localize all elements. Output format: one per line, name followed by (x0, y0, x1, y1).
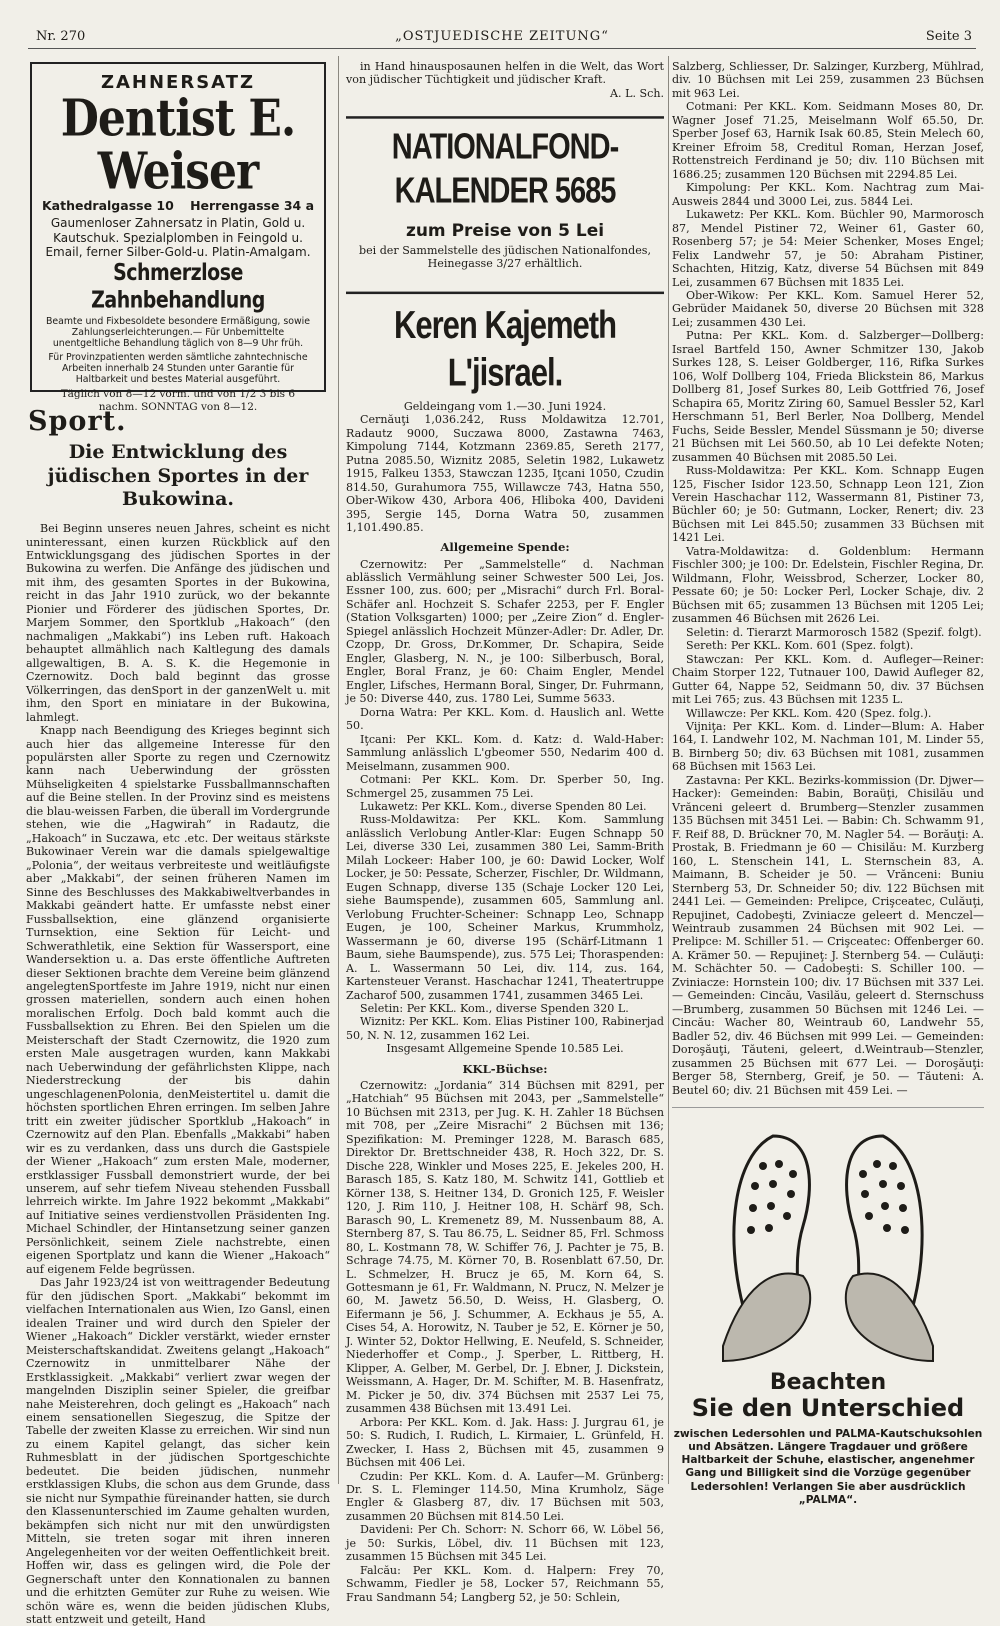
keren-kajemeth-headline: Keren Kajemeth L'jisrael. (346, 292, 664, 396)
ad-province-note: Für Provinzpatienten werden sämtliche zahntechnische Arbeiten innerhalb 24 Stunden unter Garantie für Haltbarkeit und bestes Material ausgeführt. (48, 351, 308, 386)
donation-entry: Dorna Watra: Per KKL. Kom. d. Hauslich anl. Wette 50. (346, 705, 664, 733)
column-2 (346, 60, 664, 1604)
ad-slogan: Schmerzlose Zahnbehandlung (91, 258, 265, 314)
ad-officials-note: Beamte und Fixbesoldete besondere Ermäßigung, sowie Zahlungserleichterungen.— Für Unbemittelte unentgeltliche Behandlung täglich von 8—9 Uhr früh. (45, 315, 311, 350)
donation-entry: Seletin: Per KKL. Kom., diverse Spenden 320 L. (360, 1002, 629, 1015)
section-heading: Sport. (28, 406, 127, 437)
box-entry: Vatra-Moldawitza: d. Goldenblum: Hermann Fischler 300; je 100: Dr. Edelstein, Fischler Regina, Dr. Wildmann, Flohr, Weissbrod, Scherzer, Locker 80, Pessate 60; je 50: Locker Perl, Locker Schaje, div. 2 Büchsen mit 65; zusammen 13 Büchsen mit 1205 Lei; zusammen 46 Büchsen mit 2626 Lei. (672, 544, 984, 626)
donation-entry: Wiznitz: Per KKL. Kom. Elias Pistiner 100, Rabinerjad 50, N. N. 12, zusammen 162 Lei. (346, 1015, 664, 1042)
ad-address-left: Kathedralgasse 10 (42, 198, 174, 214)
donation-entry: Lukawetz: Per KKL. Kom., diverse Spenden 80 Lei. (360, 799, 647, 813)
box-entry: Zastavna: Per KKL. Bezirks-kommission (Dr. Djwer—Hacker): Gemeinden: Babin, Boraüţi, Chisilău und Vrănceni geleert d. Brumberg—Stenzler zusammen 135 Büchsen mit 3451 Lei. — Babin: Ch. Schwamm 91, F. Reif 88, D. Brückner 70, M. Nagler 54. — Borăuţi: A. Prostak, B. Friedmann je 60 — Chisilău: M. Kurzberg 160, L. Stenschein 141, L. Sternschein 83, A. Maimann, B. Scheider je 50. — Vrănceni: Buniu Sternberg 53, Dr. Schneider 50; div. 122 Büchsen mit 2441 Lei. — Gemeinden: Prelipce, Crişceatec, Culăuţi, Repujinet, Cadobeşti, Zviniacze geleert d. Menczel—Weintraub zusammen 24 Büchsen mit 902 Lei. — Prelipce: M. Schiller 51. — Crişceatec: Offenberger 60. A. Krämer 50. — Repujineţ: J. Sternberg 54. — Culăuţi: M. Schächter 50. — Cadobeşti: S. Schiller 100. — Zviniacze: Hornstein 100; div. 17 Büchsen mit 337 Lei. — Gemeinden: Cincău, Vasilău, geleert d. Sternschuss—Brumberg, zusammen 50 Büchsen mit 1246 Lei. — Cincău: Wacher 80, Weintraub 60, Landwehr 55, Badler 52, div. 46 Büchsen mit 999 Lei. — Gemeinden: Doroşăuţi, Tăuteni, geleert, d.Weintraub—Stenzler, zusammen 25 Büchsen mit 677 Lei. — Doroşăuţi: Berger 58, Sternberg, Greif, je 50. — Tăuteni: A. Beutel 60; div. 21 Büchsen mit 459 Lei. — (672, 773, 984, 1097)
box-entry: Falcău: Per KKL. Kom. d. Halpern: Frey 70, Schwamm, Fiedler je 58, Locker 57, Reichmann 55, Frau Sandmann 54; Langberg 52, je 50: Schlein, (346, 1563, 664, 1604)
box-entry: Davideni: Per Ch. Schorr: N. Schorr 66, W. Löbel 56, je 50: Surkis, Löbel, div. 11 Büchsen mit 123, zusammen 15 Büchsen mit 345 Lei. (346, 1523, 664, 1564)
donation-total: Insgesamt Allgemeine Spende 10.585 Lei. (386, 1042, 624, 1056)
newspaper-name: „OSTJUEDISCHE ZEITUNG“ (395, 29, 609, 44)
box-entry: Salzberg, Schliesser, Dr. Salzinger, Kurzberg, Mühlrad, div. 10 Büchsen mit Lei 259, zusammen 23 Büchsen mit 963 Lei. (672, 60, 984, 100)
box-entry: Kimpolung: Per KKL. Kom. Nachtrag zum Mai-Ausweis 2844 und 3000 Lei, zus. 5844 Lei. (672, 181, 984, 208)
box-entry: Vijniţa: Per KKL. Kom. d. Linder—Blum: A. Haber 164, I. Landwehr 102, M. Nachman 101, M. Linder 55, B. Birnberg 50; div. 63 Büchsen mit 1081, zusammen 68 Büchsen mit 1563 Lei. (672, 719, 984, 774)
page-header (28, 26, 976, 49)
box-entry: Czernowitz: „Jordania“ 314 Büchsen mit 8291, per „Hatchiah“ 95 Büchsen mit 2043, per „Sammelstelle“ 10 Büchsen mit 2313, per Jug. K. H. Zahler 18 Büchsen mit 708, per „Zeire Misrachi“ 2 Büchsen mit 136; Spezifikation: M. Preminger 1228, M. Barasch 685, Direktor Dr. Brettschneider 438, R. Hoch 322, Dr. S. Dische 228, Winkler und Moses 225, E. Jekeles 200, H. Barasch 185, S. Katz 180, M. Schwitz 141, Gottlieb et Körner 138, S. Heitner 134, D. Gronich 125, F. Weisler 120, J. Rim 110, J. Heitner 108, H. Schärf 98, Sch. Barasch 90, L. Kremenetz 89, M. Nussenbaum 88, A. Sternberg 87, S. Tau 86.75, L. Seidner 85, Frl. Schmoss 80, L. Kostmann 78, W. Schiffer 76, J. Pachter je 75, B. Schrage 74.75, M. Körner 70, B. Rosenblatt 67.50, Dr. L. Schmelzer, H. Brucz je 65, M. Korn 64, S. Gottesmann je 61, Fr. Waldmann, N. Prucz, N. Melzer je 60, M. Jawetz 56.50, D. Weiss, H. Glasberg, O. Eifermann je 56, J. Schummer, A. Eckhaus je 55, A. Cises 54, A. Horowitz, N. Tauber je 52, E. Körner je 50, J. Winter 52, Doktor Hellwing, E. Neufeld, S. Schneider, Niederhoffer et Comp., J. Sperber, L. Rittberg, H. Klipper, A. Gelber, M. Gerbel, Dr. J. Ebner, J. Dickstein, Weissmann, A. Hager, Dr. M. Schifter, M. B. Hasenfratz, M. Picker je 50, div. 374 Büchsen mit 2537 Lei 75, zusammen 438 Büchsen mit 13.491 Lei. (346, 1078, 664, 1416)
article-paragraph: Bei Beginn unseres neuen Jahres, scheint es nicht uninteressant, einen kurzen Rückblick auf den Entwicklungsgang des jüdischen Sportes in der Bukowina zu werfen. Die Anfänge des jüdischen und mit ihm, des gesamten Sportes in der Bukowina, reicht in das Jahr 1910 zurück, wo der bekannte Pionier und Förderer des jüdischen Sportes, Dr. Marjem Sommer, den Sportklub „Hakoach“ (den nachmaligen „Makkabi“) ins Leben ruft. Hakoach behauptet allmählich nach Kaltlegung des damals allgewaltigen, B. A. S. K. die Hegemonie in Czernowitz. Doch bald beginnt das grosse Völkerringen, das denSport in der ganzenWelt u. mit ihm, den Sport en miniatare in der Bukowina, lahmlegt. (26, 522, 330, 724)
palma-headline-2: Sie den Unterschied (691, 1394, 965, 1423)
box-entry: Willawcze: Per KKL. Kom. 420 (Spez. folg.). (686, 706, 932, 720)
dentist-advertisement (30, 62, 326, 414)
column-3 (672, 60, 984, 1506)
article-continuation: in Hand hinausposaunen helfen in die Welt, das Wort von jüdischer Tüchtigkeit und jüdischer Kraft. (346, 60, 664, 87)
totals-paragraph: Cernăuţi 1,036.242, Russ Moldawitza 12.701, Radautz 9000, Suczawa 8000, Zastawna 7463, Kimpolung 7144, Kotzmann 2369.85, Sereth 2177, Putna 2085.50, Wiznitz 2085, Seletin 1982, Lukawetz 1915, Falkeu 1353, Stawczan 1235, Iţcani 1050, Czudin 814.50, Gurahumora 755, Willawcze 743, Hatna 550, Ober-Wikow 430, Arbora 406, Hliboka 400, Davideni 395, Sergie 145, Dorna Watra 50, zusammen 1,101.490.85. (346, 413, 664, 534)
column-rule (668, 56, 669, 1484)
box-entry: Russ-Moldawitza: Per KKL. Kom. Schnapp Eugen 125, Fischer Isidor 123.50, Schnapp Leon 121, Zion Verein Haschachar 112, Wassermann 81, Pistiner 73, Büchler 60; je 50: Gutmann, Locker, Renert; div. 23 Büchsen mit Lei 845.50; zusammen 33 Büchsen mit 1421 Lei. (672, 464, 984, 545)
box-entry: Sereth: Per KKL. Kom. 601 (Spez. folgt). (686, 639, 914, 653)
palma-advertisement (672, 1107, 984, 1507)
box-entry: Lukawetz: Per KKL. Kom. Büchler 90, Marmorosch 87, Mendel Pistiner 72, Weiner 61, Gaster 60, Rosenberg 57; je 54: Meier Schenker, Moses Engel; Felix Landwehr 57, je 50: Abraham Pistiner, Schachten, Hitzig, Katz, diverse 54 Büchsen mit 849 Lei, zusammen 67 Büchsen mit 1835 Lei. (672, 208, 984, 289)
page-number: Seite 3 (925, 29, 972, 44)
general-donations-heading: Allgemeine Spende: (440, 540, 570, 555)
column-1 (26, 60, 330, 1626)
box-entry: Czudin: Per KKL. Kom. d. A. Laufer—M. Grünberg: Dr. S. L. Fleminger 114.50, Mina Krumholz, Säge Engler & Glasberg 87, div. 17 Büchsen mit 503, zusammen 20 Büchsen mit 814.50 Lei. (346, 1469, 664, 1523)
kalender-price: zum Preise von 5 Lei (405, 220, 605, 241)
shoe-soles-illustration-icon (703, 1116, 953, 1366)
box-entry: Ober-Wikow: Per KKL. Kom. Samuel Herer 52, Gebrüder Maidanek 50, diverse 20 Büchsen mit 328 Lei; zusammen 430 Lei. (672, 288, 984, 329)
issue-number: Nr. 270 (36, 29, 86, 44)
donation-entry: Czernowitz: Per „Sammelstelle“ d. Nachman ablässlich Vermählung seiner Schwester 500 Lei, Jos. Essner 100, zus. 600; per „Misrachi“ durch Frl. Boral-Schäfer anl. Hochzeit S. Schafer 2253, per F. Engler (Station Volksgarten) 1000; per „Zeire Zion“ d. Engler-Spiegel anlässlich Hochzeit Münzer-Adler: Dr. Adler, Dr. Czopp, Dr. Gross, Dr.Kommer, Dr. Schapira, Seide Engler, Glasberg, N. N., je 100: Silberbusch, Boral, Engler, Boral Franz, je 60: Chaim Engler, Mendel Engler, Lifsches, Hermann Boral, Singer, Dr. Fuhrmann, je 50: Diverse 440, zus. 1780 Lei, Summe 5633. (346, 557, 664, 706)
column-rule (338, 56, 339, 1484)
box-entry: Putna: Per KKL. Kom. d. Salzberger—Dollberg: Israel Bartfeld 150, Awner Schmitzer 130, Jakob Surkes 128, S. Leiser Goldberger, 116, Rifka Surkes 106, Wolf Dollberg 104, Frieda Blickstein 86, Markus Dollberg 81, Josef Surkes 80, Leib Gottfried 76, Josef Schapira 65, Moritz Ziring 60, Samuel Bessler 52, Karl Herschmann 51, Berl Berler, Noa Dollberg, Mendel Fuchs, Seide Bessler, Mendel Süssmann je 50; diverse 21 Büchsen mit Lei 560.50, ab 10 Lei defekte Noten; zusammen 40 Büchsen mit 2085.50 Lei. (672, 329, 984, 464)
article-paragraph: Das Jahr 1923/24 ist von weittragender Bedeutung für den jüdischen Sport. „Makkabi“ bekommt im vielfachen Internationalen aus Wien, Izo Gansl, einen idealen Trainer und wird durch den Spieler der Wiener „Hakoach“ Dickler verstärkt, wieder ernster Meisterschaftskandidat. Zweitens gelangt „Hakoach“ Czernowitz in unmittelbarer Nähe der Erstklassigkeit. „Makkabi“ verliert zwar wegen der mangelnden Disziplin seiner Spieler, die greifbar nahe Meisterehren, doch gelingt es „Hakoach“ nach einem sensationellen Siegeszug, die Spitze der Tabelle der zweiten Klasse zu erreichen. Wir sind nun zu einem Kapitel gelangt, das sicher kein Ruhmesblatt in der jüdischen Sportgeschichte bedeutet. Die beiden jüdischen, nunmehr erstklassigen Klubs, die schon aus dem Grunde, dass sie nicht nur Sympathie füreinander hatten, sie durch den Klassenunterschied im Zaume gehalten wurden, bekämpfen sich nicht nur mit den unwürdigsten Mitteln, sie treten sogar mit ihren inneren Angelegenheiten vor der weiten Oeffentlichkeit breit. Hoffen wir, dass es gelingen wird, die Pole der Gegnerschaft unter den Konnationalen zu bannen und die erhitzten Gemüter zur Ruhe zu weisen. Wie schön wäre es, wenn die beiden jüdischen Klubs, statt entzweit und geteilt, Hand (26, 1276, 330, 1626)
box-entry: Seletin: d. Tierarzt Marmorosch 1582 (Spezif. folgt). (686, 625, 982, 639)
box-entry: Stawczan: Per KKL. Kom. d. Aufleger—Reiner: Chaim Storper 122, Tutnauer 100, Dawid Aufleger 82, Gutter 64, Nappe 52, Seidmann 50, div. 37 Büchsen mit Lei 765; zus. 43 Büchsen mit 1235 L. (672, 652, 984, 707)
palma-text: zwischen Ledersohlen und PALMA-Kautschuksohlen und Absätzen. Längere Tragdauer und größere Haltbarkeit der Schuhe, elastischer, angenehmer Gang und Billigkeit sind die Vorzüge gegenüber Ledersohlen! Verlangen Sie aber ausdrücklich „PALMA“. (673, 1427, 983, 1506)
ad-dentist-name: Dentist E. Weiser (60, 89, 296, 202)
box-entry: Cotmani: Per KKL. Kom. Seidmann Moses 80, Dr. Wagner Josef 71.25, Meiselmann Wolf 65.50, Dr. Sperber Josef 63, Harnik Isak 60.85, Stein Melech 60, Kreiner Efroim 58, Creditul Roman, Herzan Josef, Rottenstreich Ferdinand je 50; div. 110 Büchsen mit 1686.25; zusammen 120 Büchsen mit 2294.85 Lei. (672, 100, 984, 181)
kalender-text: bei der Sammelstelle des jüdischen Nationalfondes, Heinegasse 3/27 erhältlich. (358, 243, 652, 270)
article-title: Die Entwicklung des jüdischen Sportes in der Bukowina. (47, 440, 309, 511)
ad-supertitle: ZAHNERSATZ (100, 72, 256, 93)
kalender-headline: NATIONALFOND-KALENDER 5685 (346, 117, 664, 215)
kkl-box-heading: KKL-Büchse: (462, 1061, 548, 1076)
article-signature: A. L. Sch. (610, 86, 664, 100)
palma-headline-1: Beachten (769, 1370, 887, 1396)
donation-entry: Russ-Moldawitza: Per KKL. Kom. Sammlung anlässlich Verlobung Antler-Klar: Eugen Schnapp 50 Lei, diverse 330 Lei, zusammen 380 Lei, Samm-Brith Milah Lockeer: Haber 100, je 60: Dawid Locker, Wolf Locker, je 50: Pessate, Scherzer, Fischler, Dr. Wildmann, Eugen Schnapp, diverse 135 (Schaje Locker 120 Lei, siehe Baumspende), zusammen 605, Sammlung anl. Verlobung Fruchter-Scheiner: Schnapp Leo, Schnapp Eugen, je 100, Scheiner Markus, Krummholz, Wassermann je 60, diverse 195 (Schärf-Litmann 1 Baum, siehe Baumspende), zus. 575 Lei; Thoraspenden: A. L. Wassermann 50 Lei, div. 114, zus. 164, Kartensteuer Veranst. Haschachar 1241, Theatertruppe Zacharof 500, zusammen 1741, zusammen 3465 Lei. (346, 813, 664, 1002)
donation-entry: Cotmani: Per KKL. Kom. Dr. Sperber 50, Ing. Schmergel 25, zusammen 75 Lei. (346, 773, 664, 800)
receipts-period: Geldeingang vom 1.—30. Juni 1924. (403, 399, 607, 413)
ad-features: Gaumenloser Zahnersatz in Platin, Gold u. Kautschuk. Spezialplomben in Feingold u. Email, ferner Silber-Gold-u. Platin-Amalgam. (45, 216, 311, 260)
ad-hours: Täglich von 8—12 vorm. und von 1/2 3 bis 6 nachm. SONNTAG von 8—12. (60, 388, 296, 414)
donation-entry: Iţcani: Per KKL. Kom. d. Katz: d. Wald-Haber: Sammlung anlässlich L'gbeomer 550, Nedarim 400 d. Meiselmann, zusammen 900. (346, 732, 664, 773)
ad-address-right: Herrengasse 34 a (190, 198, 314, 214)
article-paragraph: Knapp nach Beendigung des Krieges beginnt sich auch hier das allgemeine Interesse für den populärsten aller Sporte zu regen und Czernowitz kann nach Ueberwindung der grössten Mühseligkeiten 4 spielstarke Fussballmannschaften auf die Beine stellen. In der Provinz sind es meistens die blau-weissen Farben, die überall im Vordergrunde stehen, wie die „Hagwirah“ in Radautz, die „Hakoach“ in Suczawa, etc .etc. Der weitaus stärkste Bukowinaer Verein war die damals spielgewaltige „Polonia“, der weitaus verbreiteste und weitläufigste aber „Makkabi“, der seinen früheren Namen im Sinne des Beschlusses des Makkabiweltverbandes in Makkabi geändert hatte. Er umfasste nebst einer Fussballsektion, eine glänzend organisierte Turnsektion, eine Sektion für Leicht- und Schwerathletik, eine Sektion für Wassersport, eine Wandersektion u. a. Das erste öffentliche Auftreten dieser Sektionen brachte dem Vereine beim glänzend angelegtenSportfeste im Jahre 1919, nicht nur einen grossen materiellen, sondern auch einen hohen moralischen Erfolg. Doch bald kommt auch die Fussballsektion zu Ehren. Bei den Spielen um die Meisterschaft der Stadt Czernowitz, die 1920 zum ersten Male ausgetragen wurden, kann Makkabi nach Ueberwindung der gefährlichsten Klippe, nach Niederstreckung der bis dahin ungeschlagenenPolonia, denMeistertitel u. damit die höchsten sportlichen Ehren erringen. Im selben Jahre tritt ein zweiter jüdischer Sportklub „Hakoach“ in Czernowitz auf den Plan. Ebenfalls „Makkabi“ haben wir es zu verdanken, dass uns durch die Gastspiele der Wiener „Hakoach“ zum ersten Male, moderner, erstklassiger Fussball demonstriert wurde, der bei unserem, auf sehr tiefem Niveau stehenden Fussball lehrreich wirkte. Im Jahre 1922 bekommt „Makkabi“ auf Initiative seines verdienstvollen Präsidenten Ing. Michael Schindler, der Hintansetzung seiner ganzen Persönlichkeit, seinem Ziele nachstrebte, einen eigenen Sportplatz und kann die Wiener „Hakoach“ auf eigenem Felde begrüssen. (26, 724, 330, 1276)
box-entry: Arbora: Per KKL. Kom. d. Jak. Hass: J. Jurgrau 61, je 50: S. Rudich, I. Rudich, L. Kirmaier, L. Grünfeld, H. Zwecker, I. Hass 2, Büchsen mit 45, zusammen 9 Büchsen mit 406 Lei. (346, 1415, 664, 1470)
